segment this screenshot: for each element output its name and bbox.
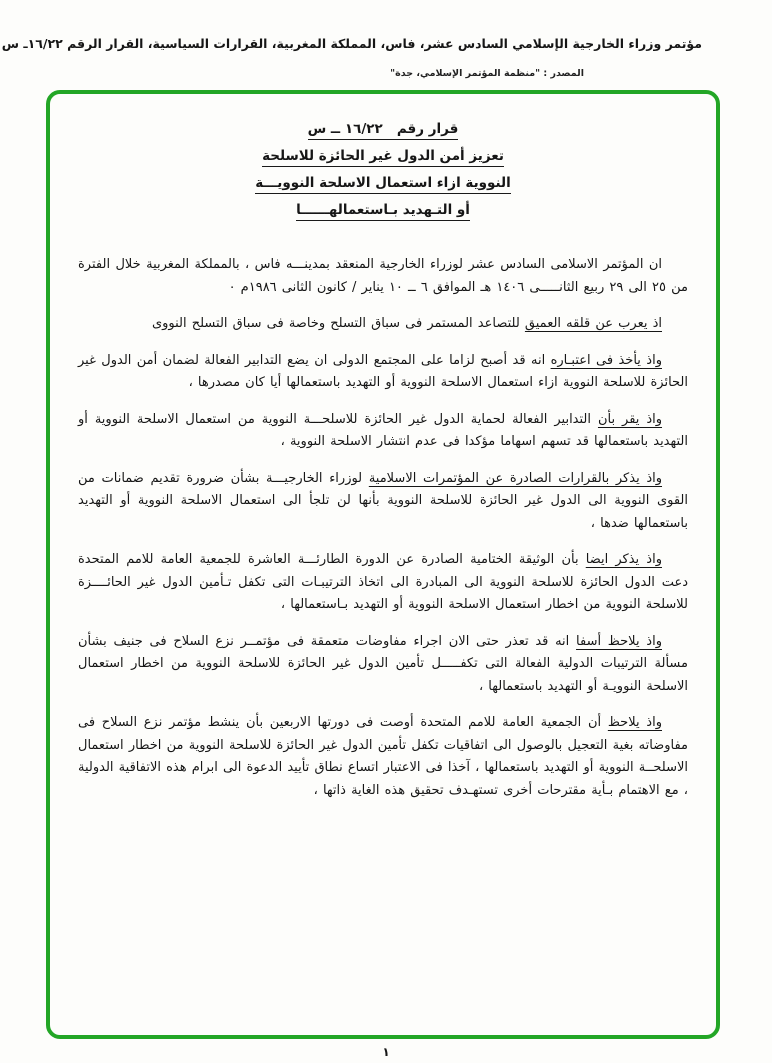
paragraph-lead: واذ يقر بأن (597, 411, 663, 427)
paragraph-lead: اذ يعرب عن قلقه العميق (524, 316, 662, 331)
resolution-body (78, 254, 688, 802)
document-frame (46, 90, 720, 1039)
paragraph-text: انه قد تعذر حتى الان اجراء مفاوضات متعمقة فى مؤتمــر نزع السلاح فى جنيف بشأن مسألة الترتيبات الدولية الفعالة التى تكفـــــل تأمين الدول غير الحائزة للاسلحة النووية من اخطار استعمال الاسلحة النوويـة أو التهديد باستعمالها ، (78, 633, 688, 694)
title-line-text: قرار رقم ١٦/٢٢ ــ س (308, 121, 459, 140)
paragraph-lead: واذ يذكر ايضا (585, 552, 662, 567)
document-source-line: المصدر : "منظمة المؤتمر الإسلامي، جدة" (390, 68, 584, 79)
paragraph (78, 549, 688, 617)
paragraph-lead: واذ يأخذ فى اعتبـاره (550, 352, 662, 368)
paragraph-text: بأن الوثيقة الختامية الصادرة عن الدورة الطارئـــة العاشرة للجمعية العامة للامم المتحدة دعت الدول الحائزة للاسلحة النووية الى المبادرة الى اتخاذ الترتيبـات التى تكفل تـأمين الدول غير الحائــــزة للاسلحة النووية من اخطار استعمال الاسلحة النووية أو التهديد بـاستعمالها ، (78, 552, 688, 612)
paragraph-text: لوزراء الخارجيـــة بشأن ضرورة تقديم ضمانات من القوى النووية الى الدول غير الحائزة للاسلحة النووية بأنها لن تلجأ الى استعمال الاسلحة النووية أو التهديد باستعمالها ضدها ، (78, 470, 688, 531)
paragraph (78, 409, 688, 454)
title-line (78, 116, 688, 143)
paragraph (78, 313, 688, 336)
resolution-title (78, 116, 688, 224)
document-header-line: مؤتمر وزراء الخارجية الإسلامي السادس عشر، فاس، المملكة المغربية، القرارات السياسية، القرار الرقم ١٦/٢٢ـ س (1, 36, 702, 51)
title-line-text: النووية ازاء استعمال الاسلحة النوويـــة (255, 175, 510, 194)
paragraph (78, 350, 688, 395)
paragraph-text: انه قد أصبح لزاما على المجتمع الدولى ان يضع التدابير الفعالة لضمان أمن الدول غير الحائزة للاسلحة النووية ازاء استعمال الاسلحة النووية أو التهديد باستعمالها أيا كان مصدرها ، (78, 352, 688, 390)
paragraph (78, 468, 688, 536)
title-line-text: أو التـهديد بـاستعمالهــــــا (296, 202, 470, 221)
paragraph-text: التدابير الفعالة لحماية الدول غير الحائزة للاسلحـــة النووية من استعمال الاسلحة النووية أو التهديد باستعمالها قد تسهم اسهاما مؤكدا فى عدم انتشار الاسلحة النووية ، (78, 411, 688, 449)
paragraph-text: ان المؤتمر الاسلامى السادس عشر لوزراء الخارجية المنعقد بمدينـــه فاس ، بالمملكة المغربية خلال الفترة من ٢٥ الى ٢٩ ربيع الثانـــــى ١٤٠٦ هـ الموافق ٦ ــ ١٠ يناير / كانون الثانى ١٩٨٦م ٠ (78, 257, 688, 295)
paragraph-lead: واذ يلاحظ أسفا (576, 633, 662, 649)
paragraph-text: أن الجمعية العامة للامم المتحدة أوصت فى دورتها الاربعين بأن ينشط مؤتمر نزع السلاح فى مفاوضاته بغية التعجيل بالوصول الى اتفاقيات تكفل تأمين الدول غير الحائزة للاسلحة النووية من اخطار استعمال الاسلحــة النووية أو التهديد باستعمالها ، آخذا فى الاعتبار اتساع نطاق تأييد الدعوة الى ابرام هذه الاتفاقية الدولية ، مع الاهتمام بـأية مقترحات أخرى تستهـدف تحقيق هذه الغاية ذاتها ، (78, 715, 688, 798)
paragraph-text: للتصاعد المستمر فى سباق التسلح وخاصة فى سباق التسلح النووى (151, 316, 520, 331)
title-line (78, 197, 688, 224)
title-line (78, 170, 688, 197)
page-number: ١ (382, 1045, 390, 1059)
paragraph-lead: واذ يلاحظ (607, 715, 662, 730)
title-line-text: تعزيز أمن الدول غير الحائزة للاسلحة (262, 148, 504, 167)
paragraph (78, 712, 688, 802)
paragraph (78, 254, 688, 299)
paragraph (78, 631, 688, 699)
paragraph-lead: واذ يذكر بالقرارات الصادرة عن المؤتمرات الاسلامية (368, 470, 663, 486)
title-line (78, 143, 688, 170)
